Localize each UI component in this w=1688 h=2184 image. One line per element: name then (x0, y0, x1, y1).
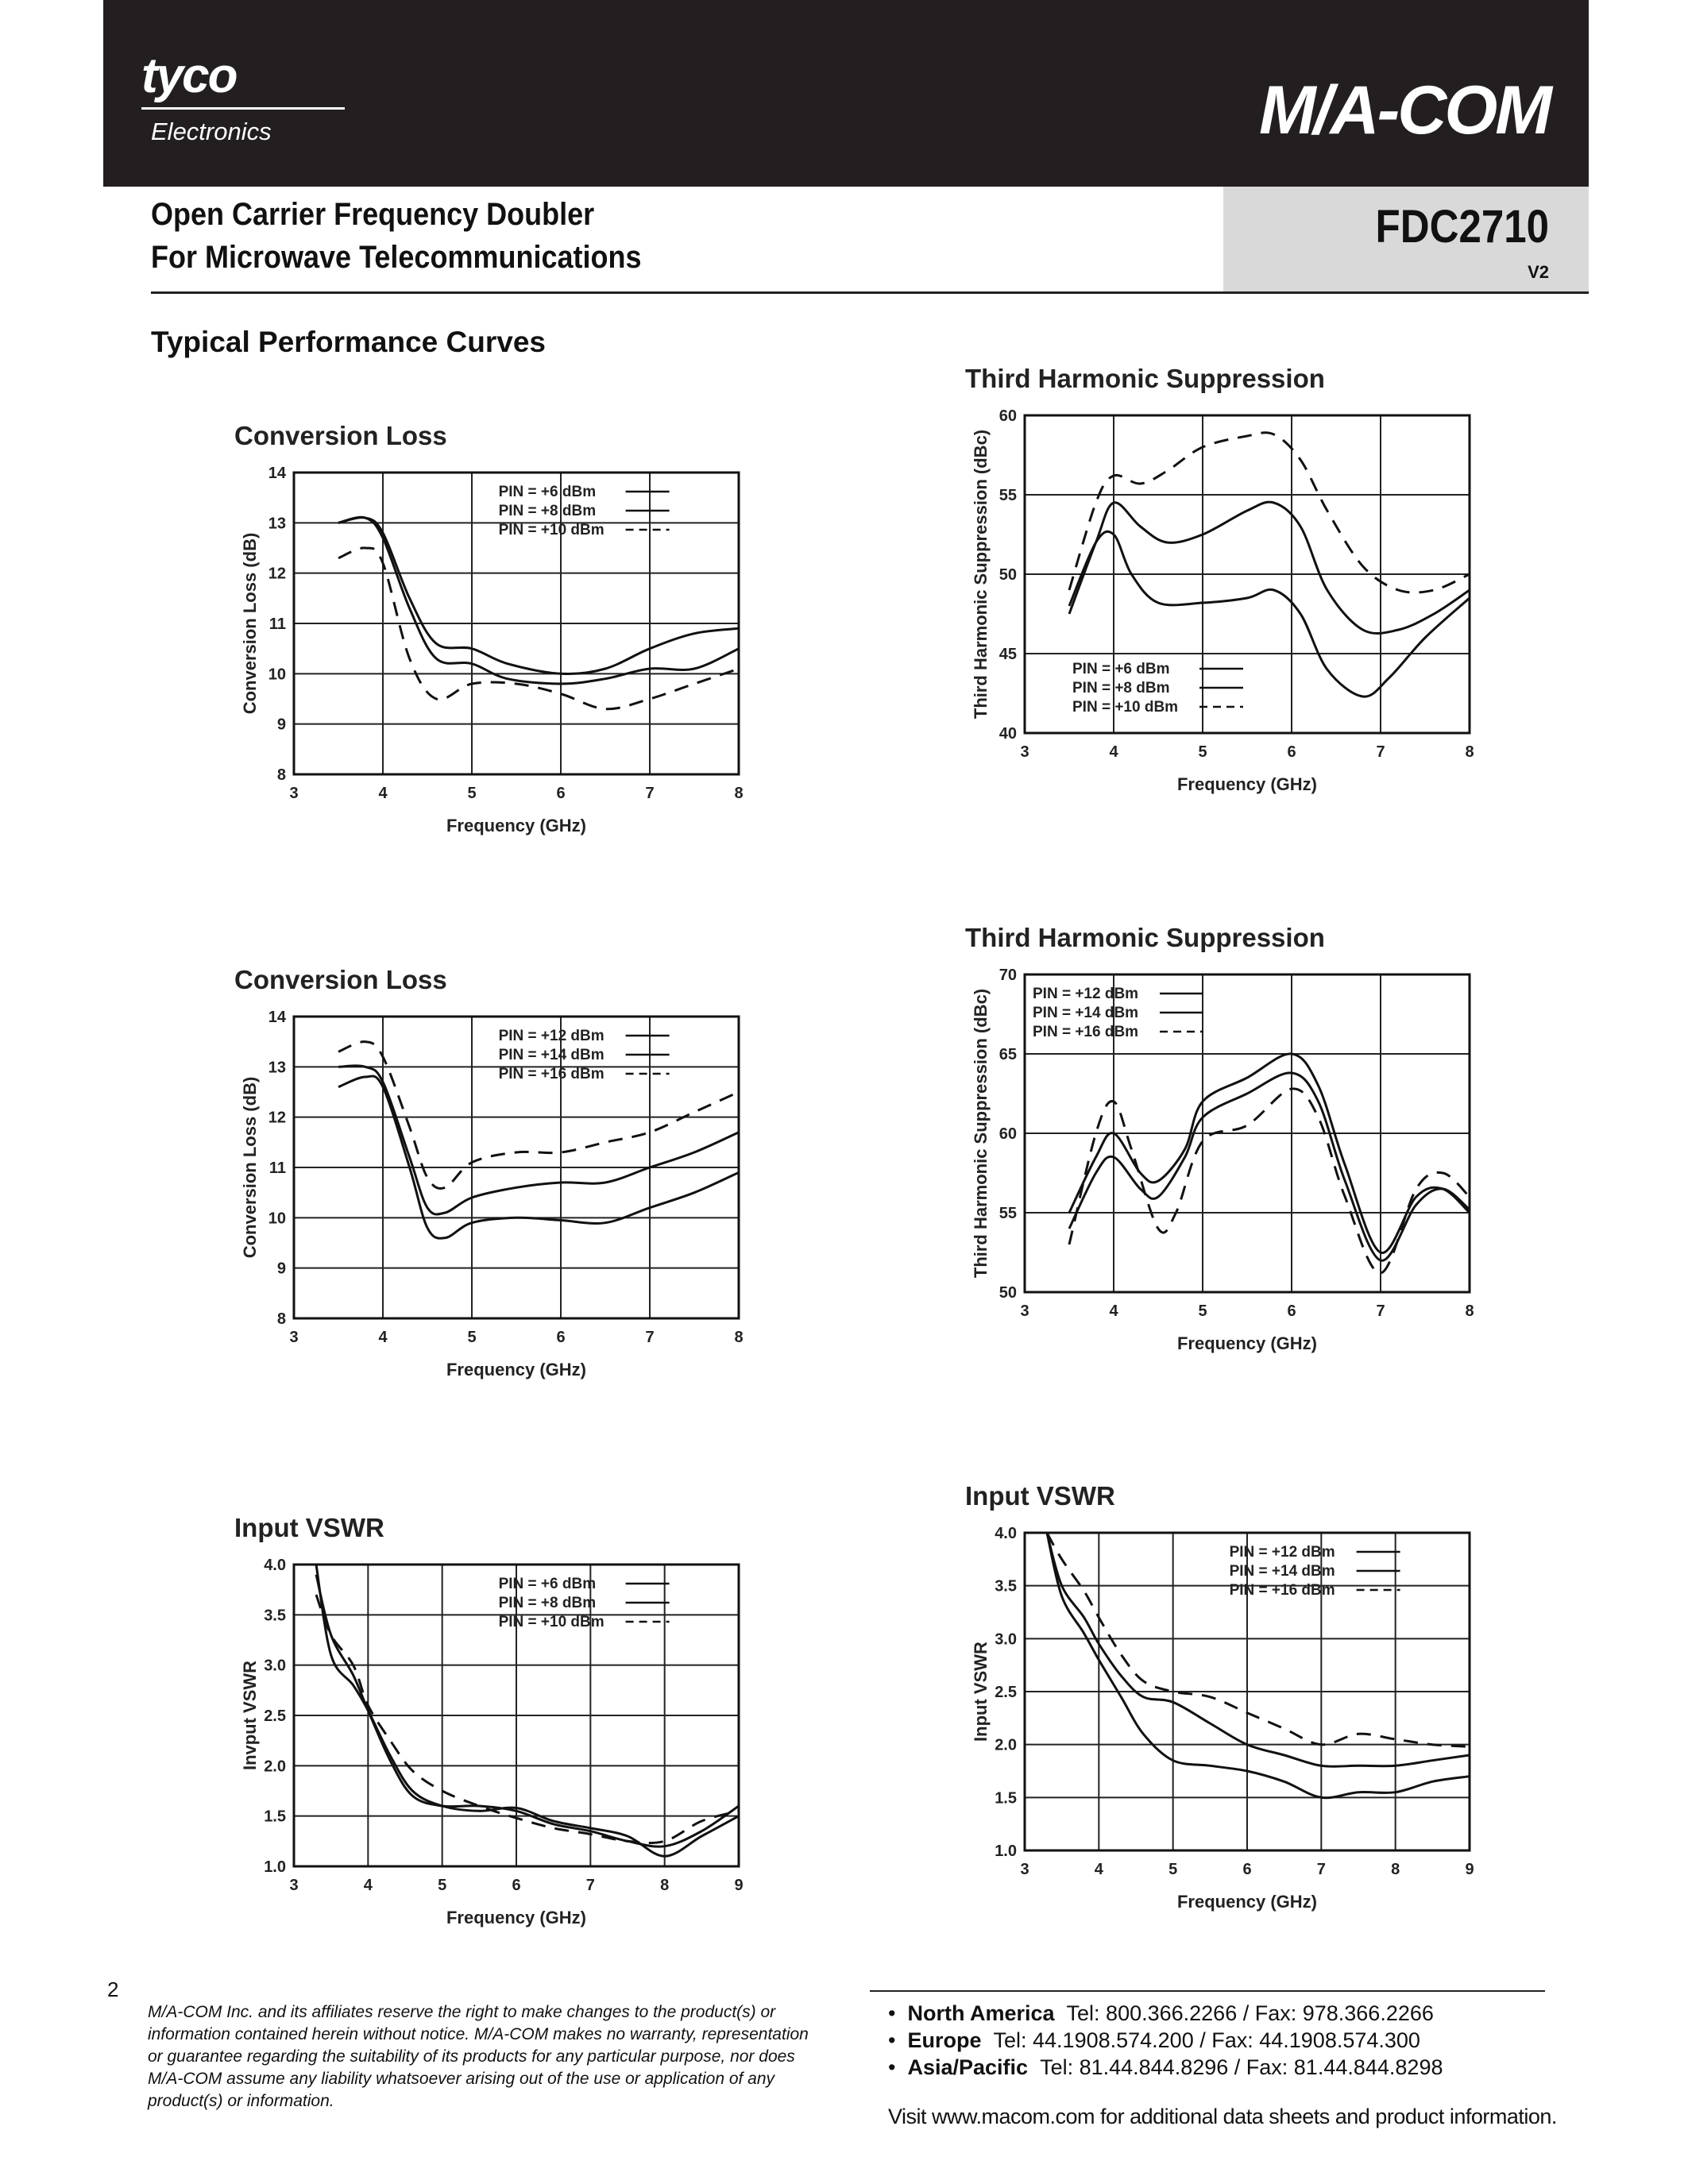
legend-label: PIN = +6 dBm (1072, 661, 1170, 677)
title-divider (151, 291, 1589, 294)
x-tick-label: 9 (1465, 1861, 1474, 1878)
y-tick-label: 12 (268, 1109, 286, 1127)
y-axis-label: Conversion Loss (dB) (240, 532, 260, 715)
x-tick-label: 6 (1287, 1302, 1296, 1320)
chart-title: Third Harmonic Suppression (965, 923, 1325, 952)
legend-label: PIN = +8 dBm (498, 503, 597, 519)
y-tick-label: 4.0 (995, 1525, 1017, 1542)
y-tick-label: 1.5 (264, 1808, 286, 1826)
x-tick-label: 4 (378, 785, 388, 802)
y-axis-label: Invput VSWR (240, 1660, 260, 1771)
chart-input-vswr-low (222, 1505, 747, 1950)
y-tick-label: 12 (268, 565, 286, 583)
x-tick-label: 3 (1020, 743, 1029, 761)
y-axis-label: Third Harmonic Suppression (dBc) (971, 429, 991, 720)
series-line (338, 517, 739, 684)
y-tick-label: 1.5 (995, 1789, 1017, 1808)
y-tick-label: 8 (276, 1310, 286, 1328)
contact-list (888, 2000, 1443, 2081)
chart-conversion-loss-high (222, 957, 747, 1402)
series-line (316, 1595, 739, 1843)
y-tick-label: 3.5 (995, 1577, 1017, 1596)
y-tick-label: 70 (999, 967, 1017, 984)
x-tick-label: 9 (734, 1877, 744, 1894)
legend-label: PIN = +8 dBm (1072, 680, 1170, 696)
website-link[interactable]: Visit www.macom.com for additional data sheets and product information. (888, 2105, 1557, 2128)
y-tick-label: 40 (999, 725, 1017, 743)
series-line (1069, 1089, 1470, 1273)
y-tick-label: 55 (999, 487, 1017, 504)
chart-title: Input VSWR (234, 1513, 384, 1542)
y-tick-label: 1.0 (264, 1858, 286, 1876)
series-line (338, 518, 739, 674)
x-tick-label: 8 (660, 1877, 670, 1894)
x-tick-label: 8 (1391, 1861, 1400, 1878)
tyco-logo-subtitle: Electronics (151, 118, 272, 145)
x-tick-label: 6 (1242, 1861, 1252, 1878)
y-tick-label: 11 (268, 615, 286, 633)
chart-title: Third Harmonic Suppression (965, 364, 1325, 393)
legend-label: PIN = +16 dBm (1033, 1024, 1139, 1040)
x-axis-label: Frequency (GHz) (1176, 774, 1318, 794)
contact-asia-pacific: • Asia/Pacific Tel: 81.44.844.8296 / Fax: 81.44.844.8298 (888, 2055, 1443, 2079)
y-tick-label: 14 (268, 1009, 286, 1026)
x-tick-label: 3 (289, 1329, 299, 1346)
x-tick-label: 7 (1376, 743, 1385, 761)
y-tick-label: 3.0 (264, 1657, 286, 1675)
x-axis-label: Frequency (GHz) (446, 1908, 587, 1927)
series-line (338, 1042, 739, 1189)
chart-title: Conversion Loss (234, 965, 447, 994)
contact-info: Tel: 44.1908.574.200 / Fax: 44.1908.574.300 (993, 2028, 1420, 2052)
y-tick-label: 9 (276, 1260, 286, 1278)
x-tick-label: 3 (289, 785, 299, 802)
revision: V2 (1528, 262, 1549, 282)
y-tick-label: 50 (999, 566, 1017, 584)
legend-label: PIN = +8 dBm (498, 1595, 597, 1611)
legend-label: PIN = +14 dBm (498, 1047, 605, 1063)
x-tick-label: 7 (1316, 1861, 1326, 1878)
chart-third-harmonic-high (953, 915, 1477, 1376)
contact-europe: • Europe Tel: 44.1908.574.200 / Fax: 44.1908.574.300 (888, 2028, 1420, 2052)
legend-label: PIN = +12 dBm (498, 1028, 605, 1044)
contact-info: Tel: 800.366.2266 / Fax: 978.366.2266 (1066, 2001, 1434, 2025)
x-tick-label: 6 (1287, 743, 1296, 761)
x-tick-label: 6 (556, 785, 566, 802)
contact-region: Europe (907, 2028, 982, 2052)
y-axis-label: Conversion Loss (dB) (240, 1076, 260, 1259)
x-tick-label: 8 (734, 785, 744, 802)
chart-third-harmonic-low (953, 356, 1477, 816)
x-tick-label: 5 (438, 1877, 447, 1894)
series-line (338, 1066, 739, 1214)
contact-north-america: • North America Tel: 800.366.2266 / Fax: 978.366.2266 (888, 2001, 1434, 2025)
x-tick-label: 8 (734, 1329, 744, 1346)
chart-conversion-loss-low (222, 413, 747, 858)
legend-label: PIN = +6 dBm (498, 1576, 597, 1592)
x-tick-label: 5 (1198, 743, 1207, 761)
tyco-logo-rule (141, 107, 345, 110)
legend-label: PIN = +14 dBm (1033, 1005, 1139, 1021)
x-tick-label: 3 (1020, 1861, 1029, 1878)
x-tick-label: 4 (1109, 743, 1118, 761)
legend-label: PIN = +10 dBm (498, 1614, 605, 1630)
chart-title: Conversion Loss (234, 421, 447, 450)
y-tick-label: 60 (999, 1125, 1017, 1143)
x-tick-label: 7 (585, 1877, 595, 1894)
y-tick-label: 13 (268, 1059, 286, 1077)
x-tick-label: 3 (1020, 1302, 1029, 1320)
chart-input-vswr-high (953, 1473, 1477, 1934)
x-axis-label: Frequency (GHz) (446, 1360, 587, 1379)
footer-divider (870, 1990, 1545, 1992)
y-tick-label: 14 (268, 465, 286, 482)
chart-title: Input VSWR (965, 1481, 1115, 1511)
y-tick-label: 45 (999, 646, 1017, 663)
section-title: Typical Performance Curves (151, 326, 546, 358)
legend-label: PIN = +16 dBm (1229, 1582, 1335, 1599)
y-tick-label: 2.5 (264, 1707, 286, 1725)
y-tick-label: 3.0 (995, 1630, 1017, 1649)
macom-logo: M/A-COM (1259, 72, 1550, 149)
legend-label: PIN = +14 dBm (1229, 1563, 1335, 1580)
x-tick-label: 5 (1168, 1861, 1178, 1878)
legend-label: PIN = +12 dBm (1033, 986, 1139, 1002)
x-tick-label: 7 (645, 1329, 655, 1346)
legend-label: PIN = +10 dBm (498, 522, 605, 538)
x-tick-label: 4 (1109, 1302, 1118, 1320)
x-tick-label: 8 (1465, 1302, 1474, 1320)
x-tick-label: 4 (1094, 1861, 1103, 1878)
y-tick-label: 9 (276, 716, 286, 734)
x-tick-label: 5 (1198, 1302, 1207, 1320)
legend-label: PIN = +16 dBm (498, 1066, 605, 1082)
y-tick-label: 1.0 (995, 1843, 1017, 1860)
contact-info: Tel: 81.44.844.8296 / Fax: 81.44.844.8298 (1040, 2055, 1443, 2079)
legend-label: PIN = +10 dBm (1072, 699, 1179, 716)
document-title-line2: For Microwave Telecommunications (151, 240, 642, 275)
y-tick-label: 2.0 (264, 1758, 286, 1776)
part-number: FDC2710 (1375, 201, 1549, 253)
tyco-logo: tyco (141, 48, 237, 103)
x-axis-label: Frequency (GHz) (1176, 1892, 1318, 1912)
y-tick-label: 4.0 (264, 1557, 286, 1574)
series-line (1069, 1054, 1470, 1253)
x-tick-label: 4 (378, 1329, 388, 1346)
y-tick-label: 2.5 (995, 1684, 1017, 1701)
x-tick-label: 5 (467, 1329, 477, 1346)
y-tick-label: 10 (268, 1210, 286, 1228)
x-tick-label: 3 (289, 1877, 299, 1894)
legend-label: PIN = +12 dBm (1229, 1544, 1335, 1561)
x-tick-label: 7 (645, 785, 655, 802)
disclaimer: M/A-COM Inc. and its affiliates reserve the right to make changes to the product(s) or information contained herein without notice. M/A-COM makes no warranty, representation or guarantee regarding the suitability of its products for any particular purpose, nor does M/A-COM assume any liability whatsoever arising out of the use or application of any product(s) or information. (148, 2003, 809, 2110)
x-axis-label: Frequency (GHz) (1176, 1333, 1318, 1353)
x-tick-label: 7 (1376, 1302, 1385, 1320)
x-axis-label: Frequency (GHz) (446, 816, 587, 835)
document-title-line1: Open Carrier Frequency Doubler (151, 197, 595, 232)
y-tick-label: 11 (268, 1160, 286, 1177)
y-axis-label: Third Harmonic Suppression (dBc) (971, 988, 991, 1279)
series-line (1069, 1073, 1470, 1260)
y-tick-label: 13 (268, 515, 286, 533)
x-tick-label: 6 (512, 1877, 521, 1894)
page-number: 2 (107, 1978, 119, 2001)
y-tick-label: 2.0 (995, 1736, 1017, 1754)
y-tick-label: 10 (268, 666, 286, 684)
x-tick-label: 4 (363, 1877, 373, 1894)
contact-region: North America (907, 2001, 1055, 2025)
y-tick-label: 60 (999, 407, 1017, 425)
x-tick-label: 6 (556, 1329, 566, 1346)
x-tick-label: 8 (1465, 743, 1474, 761)
y-tick-label: 8 (276, 766, 286, 784)
legend-label: PIN = +6 dBm (498, 484, 597, 500)
contact-region: Asia/Pacific (907, 2055, 1029, 2079)
x-tick-label: 5 (467, 785, 477, 802)
y-tick-label: 3.5 (264, 1607, 286, 1625)
y-tick-label: 65 (999, 1046, 1017, 1063)
y-axis-label: Input VSWR (971, 1642, 991, 1742)
y-tick-label: 55 (999, 1205, 1017, 1222)
y-tick-label: 50 (999, 1284, 1017, 1302)
